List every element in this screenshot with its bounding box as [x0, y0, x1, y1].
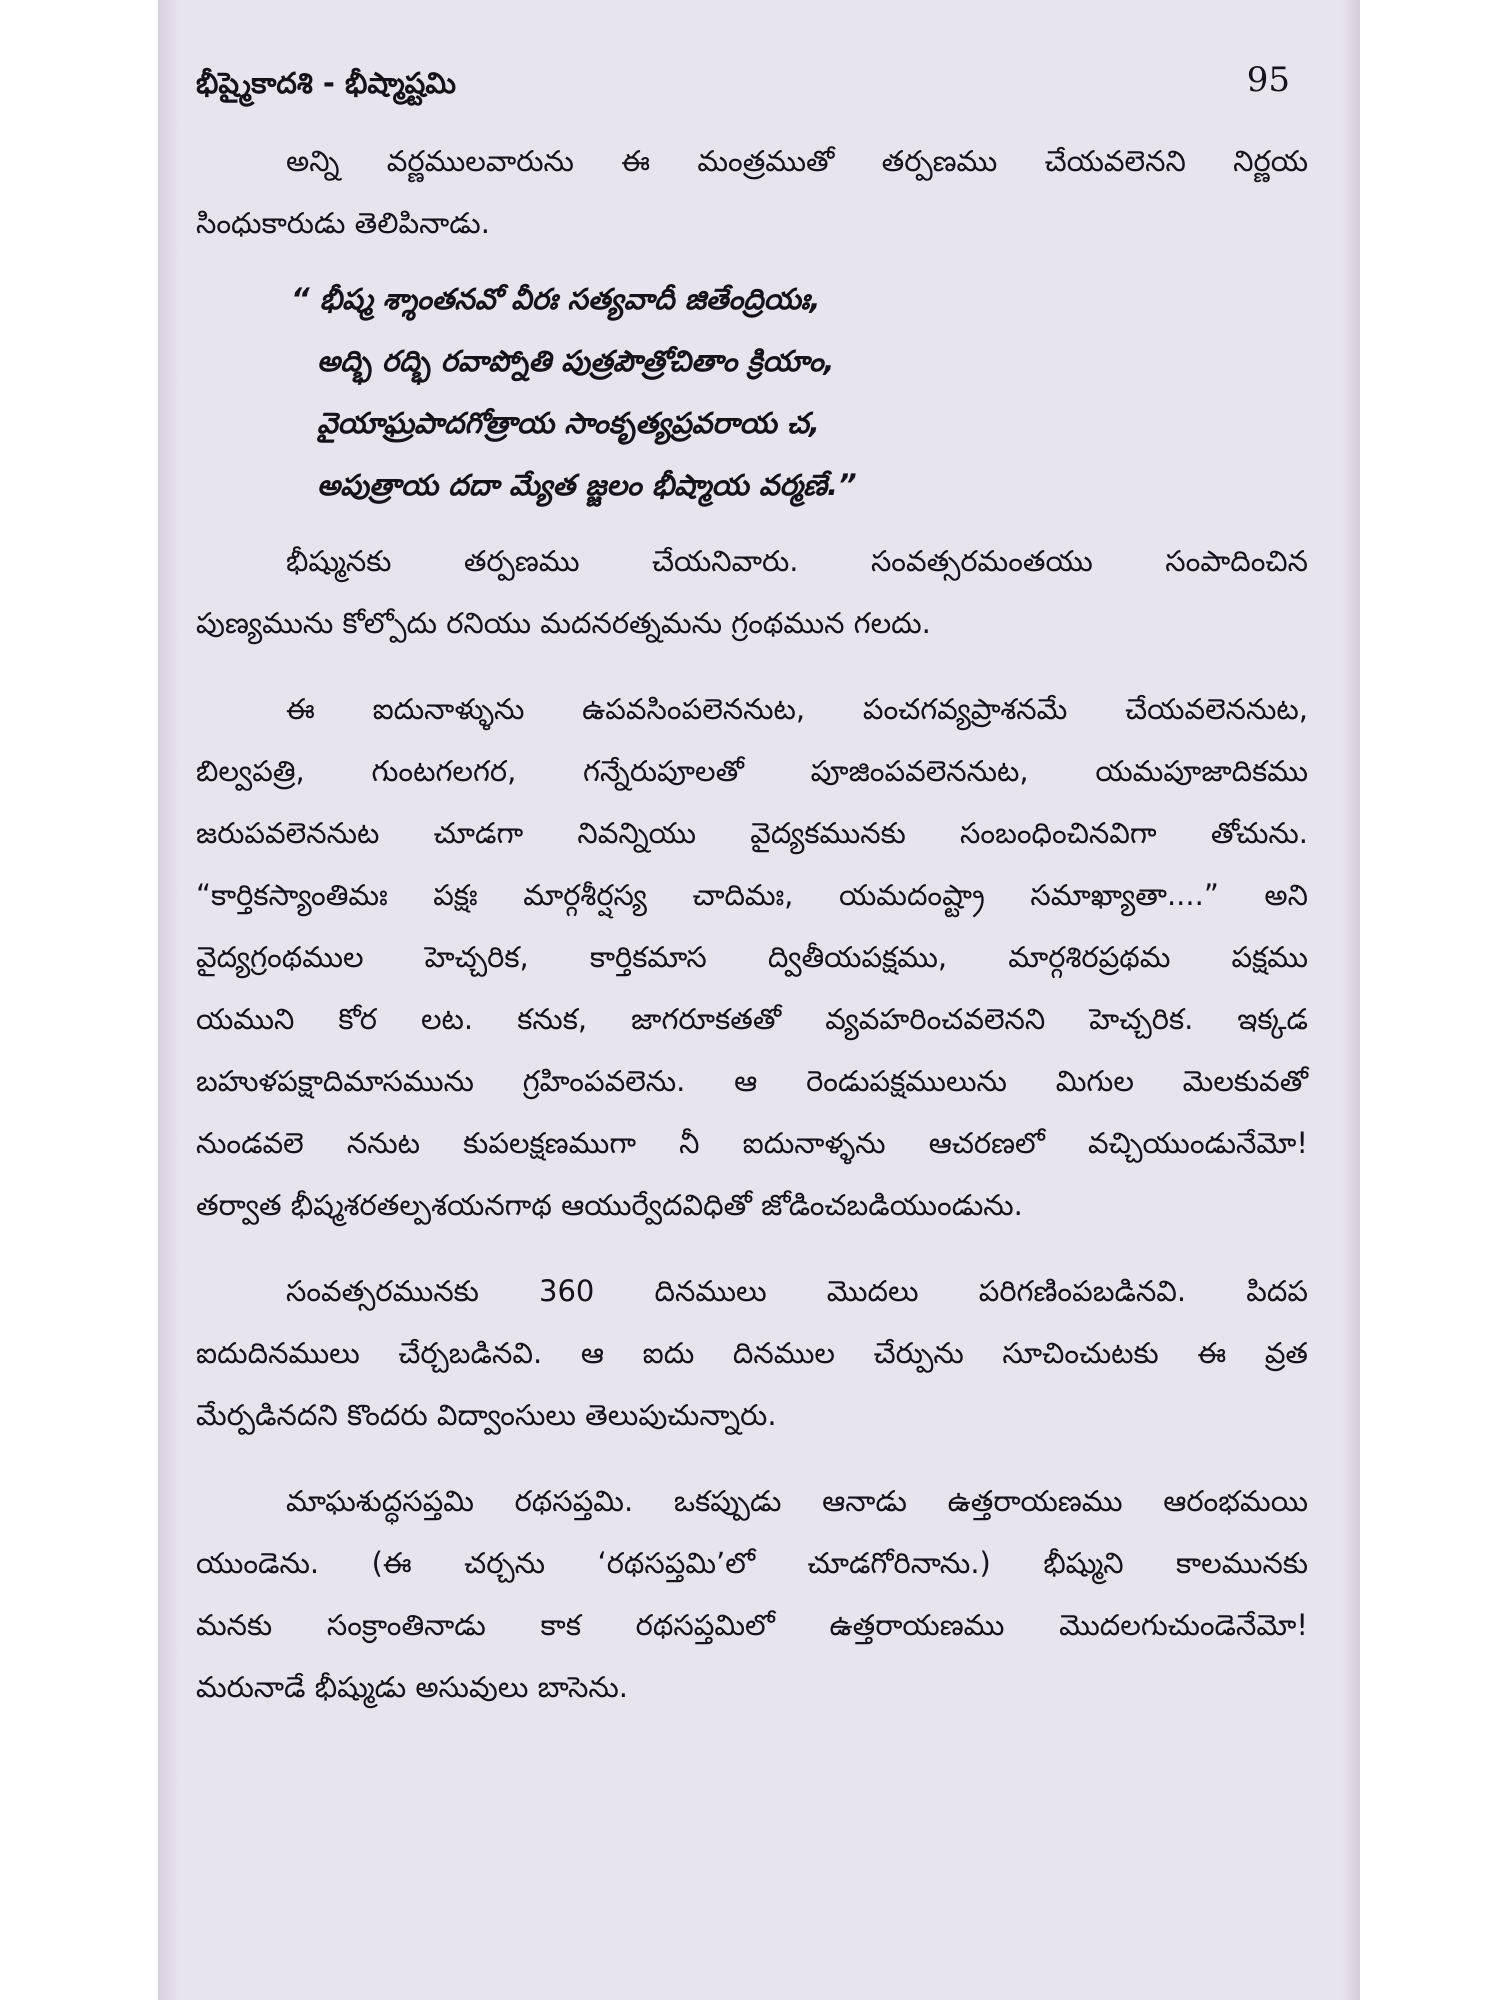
sanskrit-verse [196, 268, 1308, 516]
paragraph [196, 530, 1308, 654]
book-page [158, 0, 1360, 2000]
page-number: 95 [1246, 60, 1290, 100]
text-line: మరునాడే భీష్ముడు అసువులు బాసెను. [196, 1670, 629, 1704]
running-title: భీష్మైకాదశి - భీష్మాష్టమి [196, 66, 456, 100]
paragraph [196, 130, 1308, 254]
text-line: బిల్వపత్రి, గుంటగలగర, గన్నేరుపూలతో పూజింపవలెననుట, యమపూజాదికము [196, 754, 1308, 788]
text-line: భీష్మునకు తర్పణము చేయనివారు. సంవత్సరమంతయు సంపాదించిన [286, 544, 1308, 578]
page-text [196, 60, 1308, 1718]
text-line: యముని కోర లట. కనుక, జాగరూకతతో వ్యవహరించవలెనని హెచ్చరిక. ఇక్కడ [196, 1002, 1308, 1036]
text-line: యుండెను. (ఈ చర్చను ‘రథసప్తమి’లో చూడగోరినాను.) భీష్ముని కాలమునకు [196, 1546, 1308, 1580]
text-line: ఈ ఐదునాళ్ళును ఉపవసింపలెననుట, పంచగవ్యప్రాశనమే చేయవలెననుట, [286, 692, 1308, 726]
text-line: బహుళపక్షాదిమాసమును గ్రహింపవలెను. ఆ రెండుపక్షములును మిగుల మెలకువతో [196, 1064, 1308, 1098]
text-line: తర్వాత భీష్మశరతల్పశయనగాథ ఆయుర్వేదవిధితో జోడించబడియుండును. [196, 1188, 1023, 1222]
paragraph [196, 1260, 1308, 1446]
text-line: సంవత్సరమునకు 360 దినములు మొదలు పరిగణింపబడినవి. పిదప [286, 1274, 1308, 1308]
text-line: నుండవలె ననుట కుపలక్షణముగా నీ ఐదునాళ్ళను ఆచరణలో వచ్చియుండునేమో! [196, 1126, 1308, 1160]
text-line: జరుపవలెననుట చూడగా నివన్నియు వైద్యకమునకు సంబంధించినవిగా తోచును. [196, 816, 1308, 850]
page-header [196, 60, 1308, 116]
verse-line: “ భీష్మ శ్శాంతనవో వీరః సత్యవాదీ జితేంద్రియః, [291, 282, 821, 316]
paragraph [196, 678, 1308, 1236]
text-line: “కార్తికస్యాంతిమః పక్షః మార్గశీర్షస్య చాదిమః, యమదంష్ట్రా సమాఖ్యాతా....” అని [196, 878, 1308, 912]
text-line: సింధుకారుడు తెలిపినాడు. [196, 206, 490, 240]
text-line: మాఘశుద్ధసప్తమి రథసప్తమి. ఒకప్పుడు ఆనాడు ఉత్తరాయణము ఆరంభమయి [286, 1484, 1308, 1518]
text-line: పుణ్యమును కోల్పోదు రనియు మదనరత్నమను గ్రంథమున గలదు. [196, 606, 931, 640]
verse-line: అద్భి రద్భి రవాప్నోతి పుత్రపౌత్రోచితాం క్రియాం, [317, 344, 835, 378]
paragraph [196, 1470, 1308, 1718]
verse-line: వైయాఘ్రపాదగోత్రాయ సాంకృత్యప్రవరాయ చ, [317, 406, 820, 440]
text-line: అన్ని వర్ణములవారును ఈ మంత్రముతో తర్పణము చేయవలెనని నిర్ణయ [286, 144, 1308, 178]
verse-line: అపుత్రాయ దదా మ్యేత జ్జలం భీష్మాయ వర్మణే.” [317, 468, 857, 502]
text-line: మనకు సంక్రాంతినాడు కాక రథసప్తమిలో ఉత్తరాయణము మొదలగుచుండెనేమో! [196, 1608, 1308, 1642]
text-line: మేర్పడినదని కొందరు విద్వాంసులు తెలుపుచున్నారు. [196, 1398, 777, 1432]
text-line: వైద్యగ్రంథముల హెచ్చరిక, కార్తికమాస ద్వితీయపక్షము, మార్గశిరప్రథమ పక్షము [196, 940, 1308, 974]
text-line: ఐదుదినములు చేర్చబడినవి. ఆ ఐదు దినముల చేర్పును సూచించుటకు ఈ వ్రత [196, 1336, 1308, 1370]
